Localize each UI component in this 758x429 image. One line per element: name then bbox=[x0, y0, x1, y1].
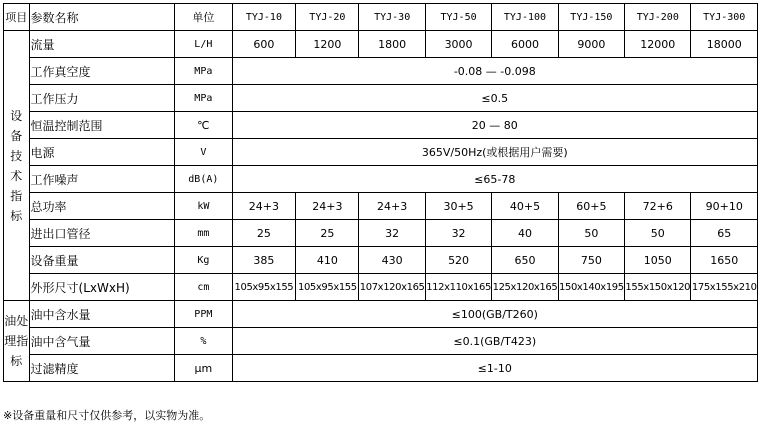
category-char: 标 bbox=[10, 354, 23, 368]
value-cell: 1650 bbox=[691, 247, 758, 274]
value-cell: 6000 bbox=[492, 31, 558, 58]
unit-cell: MPa bbox=[175, 85, 232, 112]
value-cell: 50 bbox=[625, 220, 691, 247]
model-header: TYJ-100 bbox=[492, 4, 558, 31]
table-row bbox=[4, 274, 758, 301]
table-row bbox=[4, 58, 758, 85]
table-row bbox=[4, 328, 758, 355]
table-row bbox=[4, 139, 758, 166]
value-cell: 24+3 bbox=[359, 193, 425, 220]
value-cell: 600 bbox=[232, 31, 296, 58]
param-name: 过滤精度 bbox=[29, 355, 175, 382]
value-cell: 105x95x155 bbox=[296, 274, 359, 301]
value-cell: 30+5 bbox=[425, 193, 491, 220]
param-header: 参数名称 bbox=[29, 4, 175, 31]
value-cell: 72+6 bbox=[625, 193, 691, 220]
table-row bbox=[4, 31, 758, 58]
param-name: 设备重量 bbox=[29, 247, 175, 274]
table-row bbox=[4, 166, 758, 193]
model-header: TYJ-10 bbox=[232, 4, 296, 31]
value-cell: 175x155x210 bbox=[691, 274, 758, 301]
unit-cell: V bbox=[175, 139, 232, 166]
unit-cell: dB(A) bbox=[175, 166, 232, 193]
param-name: 油中含水量 bbox=[29, 301, 175, 328]
table-row bbox=[4, 355, 758, 382]
unit-header: 单位 bbox=[175, 4, 232, 31]
spec-table bbox=[3, 3, 758, 382]
equipment-category-label bbox=[4, 31, 30, 301]
model-header: TYJ-300 bbox=[691, 4, 758, 31]
value-cell: 25 bbox=[232, 220, 296, 247]
value-cell: 50 bbox=[558, 220, 624, 247]
unit-cell: % bbox=[175, 328, 232, 355]
item-header: 项目 bbox=[4, 4, 30, 31]
value-cell: 40 bbox=[492, 220, 558, 247]
model-header: TYJ-30 bbox=[359, 4, 425, 31]
model-header: TYJ-20 bbox=[296, 4, 359, 31]
unit-cell: mm bbox=[175, 220, 232, 247]
category-char: 指 bbox=[10, 188, 23, 203]
value-cell: 12000 bbox=[625, 31, 691, 58]
value-cell: 32 bbox=[425, 220, 491, 247]
unit-cell: μm bbox=[175, 355, 232, 382]
unit-cell: kW bbox=[175, 193, 232, 220]
value-cell: 1200 bbox=[296, 31, 359, 58]
span-value-cell: -0.08 — -0.098 bbox=[232, 58, 757, 85]
value-cell: 60+5 bbox=[558, 193, 624, 220]
value-cell: 65 bbox=[691, 220, 758, 247]
category-char: 标 bbox=[10, 208, 23, 223]
value-cell: 24+3 bbox=[296, 193, 359, 220]
value-cell: 155x150x120 bbox=[625, 274, 691, 301]
unit-cell: ℃ bbox=[175, 112, 232, 139]
value-cell: 150x140x195 bbox=[558, 274, 624, 301]
header-row bbox=[4, 4, 758, 31]
category-char: 理指 bbox=[4, 334, 29, 348]
param-name: 工作噪声 bbox=[29, 166, 175, 193]
span-value-cell: ≤0.5 bbox=[232, 85, 757, 112]
table-row bbox=[4, 85, 758, 112]
oil-category-label bbox=[4, 301, 30, 382]
param-name: 进出口管径 bbox=[29, 220, 175, 247]
table-row bbox=[4, 247, 758, 274]
param-name: 流量 bbox=[29, 31, 175, 58]
value-cell: 385 bbox=[232, 247, 296, 274]
value-cell: 90+10 bbox=[691, 193, 758, 220]
span-value-cell: ≤0.1(GB/T423) bbox=[232, 328, 757, 355]
value-cell: 107x120x165 bbox=[359, 274, 425, 301]
table-row bbox=[4, 193, 758, 220]
unit-cell: MPa bbox=[175, 58, 232, 85]
value-cell: 125x120x165 bbox=[492, 274, 558, 301]
value-cell: 25 bbox=[296, 220, 359, 247]
category-char: 术 bbox=[10, 168, 23, 183]
model-header: TYJ-150 bbox=[558, 4, 624, 31]
footnote: ※设备重量和尺寸仅供参考，以实物为准。 bbox=[3, 409, 211, 422]
unit-cell: PPM bbox=[175, 301, 232, 328]
unit-cell: Kg bbox=[175, 247, 232, 274]
param-name: 工作真空度 bbox=[29, 58, 175, 85]
model-header: TYJ-200 bbox=[625, 4, 691, 31]
category-char: 油处 bbox=[4, 314, 29, 328]
param-name: 工作压力 bbox=[29, 85, 175, 112]
span-value-cell: ≤100(GB/T260) bbox=[232, 301, 757, 328]
value-cell: 430 bbox=[359, 247, 425, 274]
category-char: 技 bbox=[10, 148, 23, 163]
value-cell: 750 bbox=[558, 247, 624, 274]
value-cell: 1050 bbox=[625, 247, 691, 274]
value-cell: 650 bbox=[492, 247, 558, 274]
param-name: 恒温控制范围 bbox=[29, 112, 175, 139]
param-name: 电源 bbox=[29, 139, 175, 166]
unit-cell: L/H bbox=[175, 31, 232, 58]
value-cell: 410 bbox=[296, 247, 359, 274]
category-char: 备 bbox=[10, 128, 23, 143]
model-header: TYJ-50 bbox=[425, 4, 491, 31]
unit-cell: cm bbox=[175, 274, 232, 301]
value-cell: 112x110x165 bbox=[425, 274, 491, 301]
value-cell: 9000 bbox=[558, 31, 624, 58]
param-name: 外形尺寸(LxWxH) bbox=[29, 274, 175, 301]
span-value-cell: ≤1-10 bbox=[232, 355, 757, 382]
table-row bbox=[4, 301, 758, 328]
value-cell: 1800 bbox=[359, 31, 425, 58]
param-name: 总功率 bbox=[29, 193, 175, 220]
span-value-cell: 20 — 80 bbox=[232, 112, 757, 139]
value-cell: 3000 bbox=[425, 31, 491, 58]
value-cell: 105x95x155 bbox=[232, 274, 296, 301]
table-row bbox=[4, 220, 758, 247]
value-cell: 520 bbox=[425, 247, 491, 274]
value-cell: 24+3 bbox=[232, 193, 296, 220]
category-char: 设 bbox=[10, 108, 23, 123]
value-cell: 40+5 bbox=[492, 193, 558, 220]
table-row bbox=[4, 112, 758, 139]
span-value-cell: 365V/50Hz(或根据用户需要) bbox=[232, 139, 757, 166]
param-name: 油中含气量 bbox=[29, 328, 175, 355]
value-cell: 18000 bbox=[691, 31, 758, 58]
value-cell: 32 bbox=[359, 220, 425, 247]
span-value-cell: ≤65-78 bbox=[232, 166, 757, 193]
